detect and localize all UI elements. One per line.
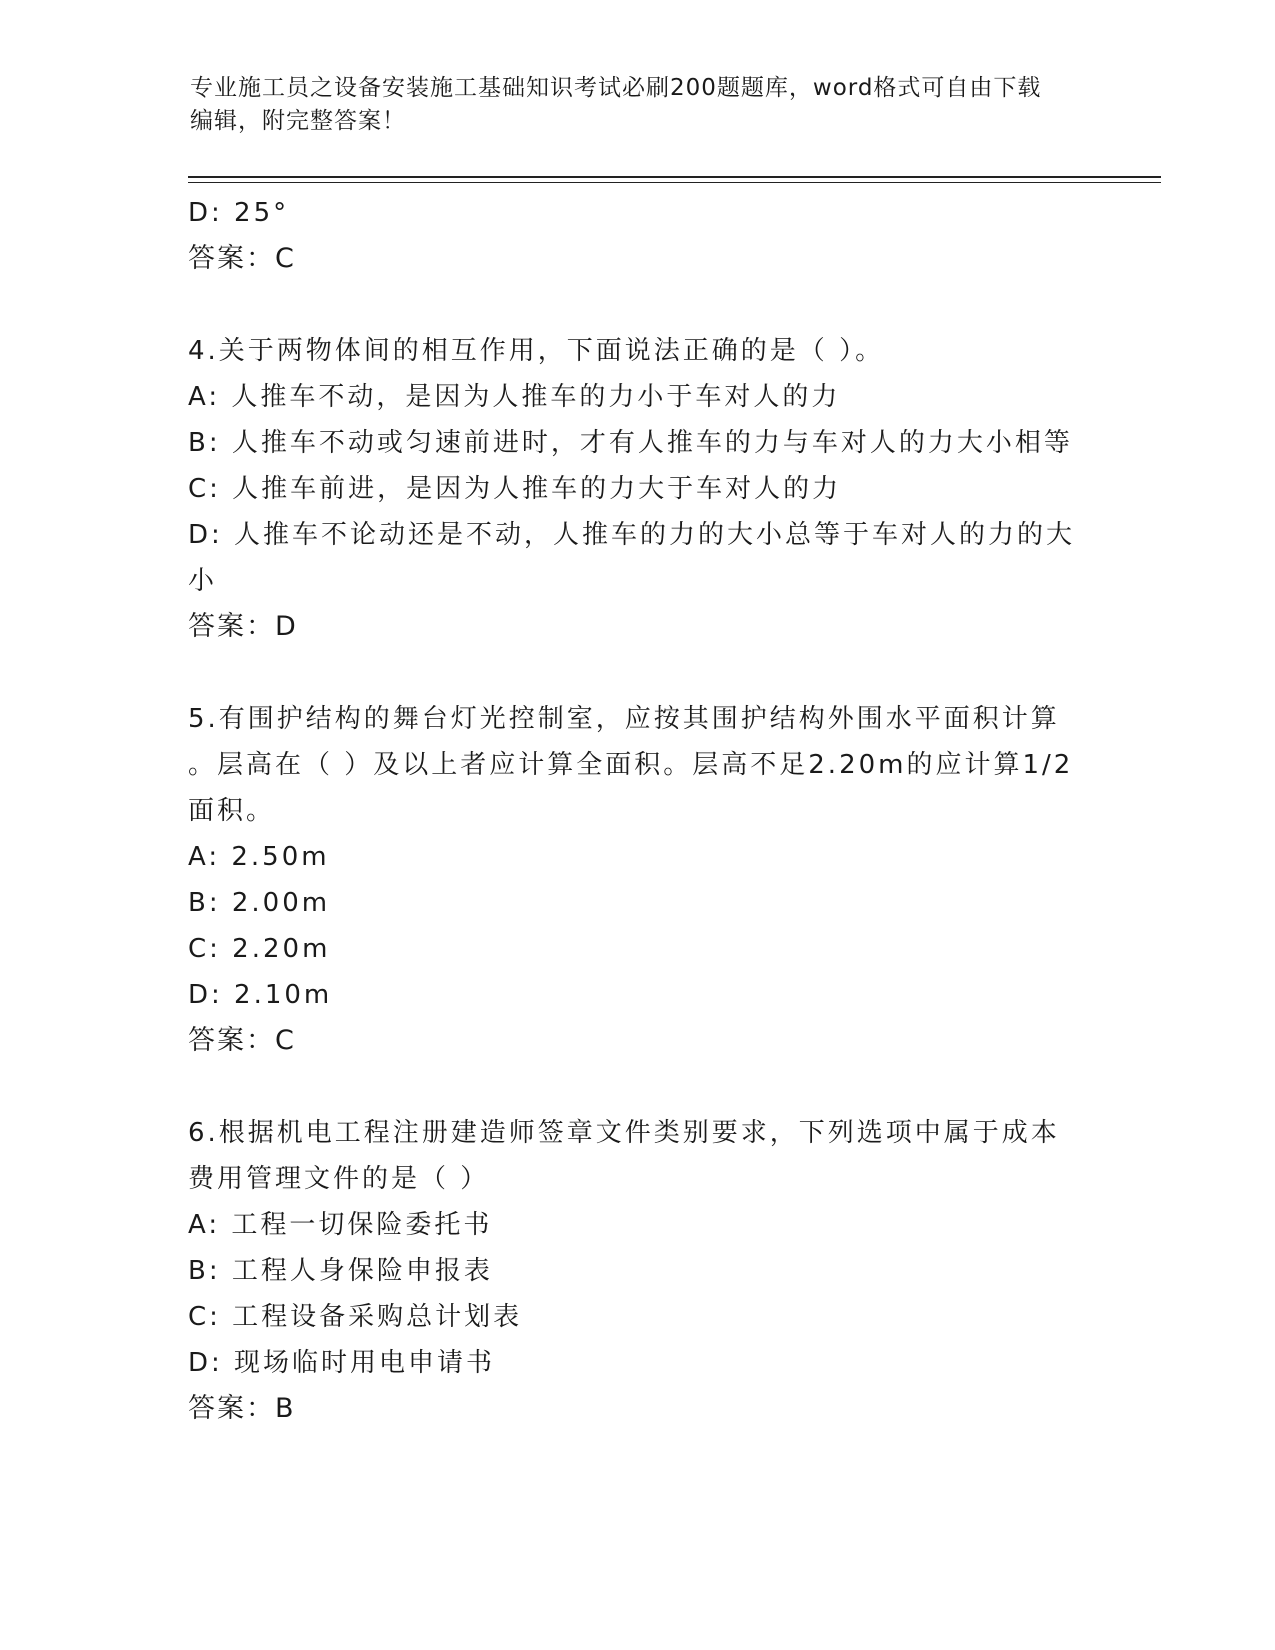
q4-answer: 答案：D <box>188 611 298 642</box>
q6-option-b: B: 工程人身保险申报表 <box>188 1256 493 1286</box>
q3-answer: 答案：C <box>188 243 296 274</box>
q5-option-d: D: 2.10m <box>188 980 333 1010</box>
q5-question-line-3: 面积。 <box>188 796 276 826</box>
q5-question-line-2: 。层高在（ ）及以上者应计算全面积。层高不足2.20m的应计算1/2 <box>188 750 1074 780</box>
q5-option-a: A: 2.50m <box>188 842 330 872</box>
header-title-line-2: 编辑，附完整答案！ <box>190 108 406 134</box>
spacer <box>188 650 1088 696</box>
question-body <box>188 190 1088 1432</box>
q6-option-d: D: 现场临时用电申请书 <box>188 1348 496 1378</box>
q4-option-c: C: 人推车前进，是因为人推车的力大于车对人的力 <box>188 474 842 504</box>
header-divider-thin <box>188 182 1161 183</box>
q5-option-b: B: 2.00m <box>188 888 331 918</box>
q5-option-c: C: 2.20m <box>188 934 331 964</box>
q6-answer: 答案：B <box>188 1393 296 1424</box>
q4-option-d-line-2: 小 <box>188 566 218 596</box>
q6-question-line-1: 6.根据机电工程注册建造师签章文件类别要求，下列选项中属于成本 <box>188 1118 1060 1148</box>
q3-option-d: D: 25° <box>188 198 290 228</box>
q4-option-d-line-1: D: 人推车不论动还是不动，人推车的力的大小总等于车对人的力的大 <box>188 520 1076 550</box>
header-title-line-1: 专业施工员之设备安装施工基础知识考试必刷200题题库，word格式可自由下载 <box>190 75 1042 101</box>
q4-question: 4.关于两物体间的相互作用，下面说法正确的是（ ）。 <box>188 336 885 366</box>
q6-question-line-2: 费用管理文件的是（ ） <box>188 1164 490 1194</box>
q4-option-b: B: 人推车不动或匀速前进时，才有人推车的力与车对人的力大小相等 <box>188 428 1073 458</box>
spacer <box>188 282 1088 328</box>
q6-option-a: A: 工程一切保险委托书 <box>188 1210 493 1240</box>
document-header <box>190 72 1090 138</box>
q6-option-c: C: 工程设备采购总计划表 <box>188 1302 523 1332</box>
spacer <box>188 1064 1088 1110</box>
header-divider-thick <box>188 176 1161 178</box>
q5-answer: 答案：C <box>188 1025 296 1056</box>
q5-question-line-1: 5.有围护结构的舞台灯光控制室，应按其围护结构外围水平面积计算 <box>188 704 1060 734</box>
q4-option-a: A: 人推车不动，是因为人推车的力小于车对人的力 <box>188 382 841 412</box>
